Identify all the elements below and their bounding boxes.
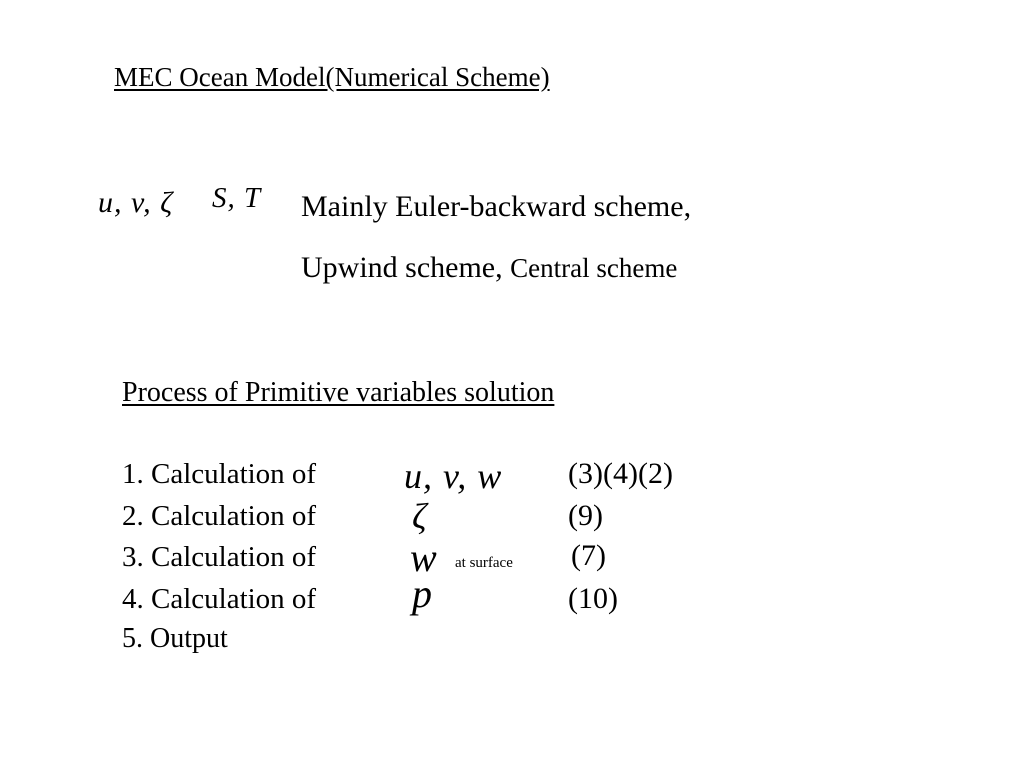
scheme-line-1: Mainly Euler-backward scheme, xyxy=(301,190,692,223)
central-scheme-text: Central scheme xyxy=(510,253,678,283)
step-3-equation-refs: (7) xyxy=(571,539,606,572)
slide-title: MEC Ocean Model(Numerical Scheme) xyxy=(114,62,550,92)
step-5-label: 5. Output xyxy=(122,623,228,654)
scheme-line-2 xyxy=(301,253,677,283)
tracer-variables: S, T xyxy=(212,182,262,214)
step-2-equation-refs: (9) xyxy=(568,499,603,532)
step-4-variable: p xyxy=(412,571,432,616)
step-4-equation-refs: (10) xyxy=(568,582,618,615)
step-3-label: 3. Calculation of xyxy=(122,541,317,573)
upwind-scheme-text: Upwind scheme, xyxy=(301,251,503,284)
step-2-variable: ζ xyxy=(412,496,427,536)
step-1-label: 1. Calculation of xyxy=(122,458,317,490)
momentum-variables: u, v, ζ xyxy=(98,186,174,219)
process-heading: Process of Primitive variables solution xyxy=(122,377,555,408)
step-1-variable: u, v, w xyxy=(404,456,503,496)
step-3-variable: w xyxy=(410,535,437,580)
step-4-label: 4. Calculation of xyxy=(122,583,317,615)
step-2-label: 2. Calculation of xyxy=(122,500,317,532)
step-3-note: at surface xyxy=(455,555,513,571)
step-1-equation-refs: (3)(4)(2) xyxy=(568,457,673,490)
